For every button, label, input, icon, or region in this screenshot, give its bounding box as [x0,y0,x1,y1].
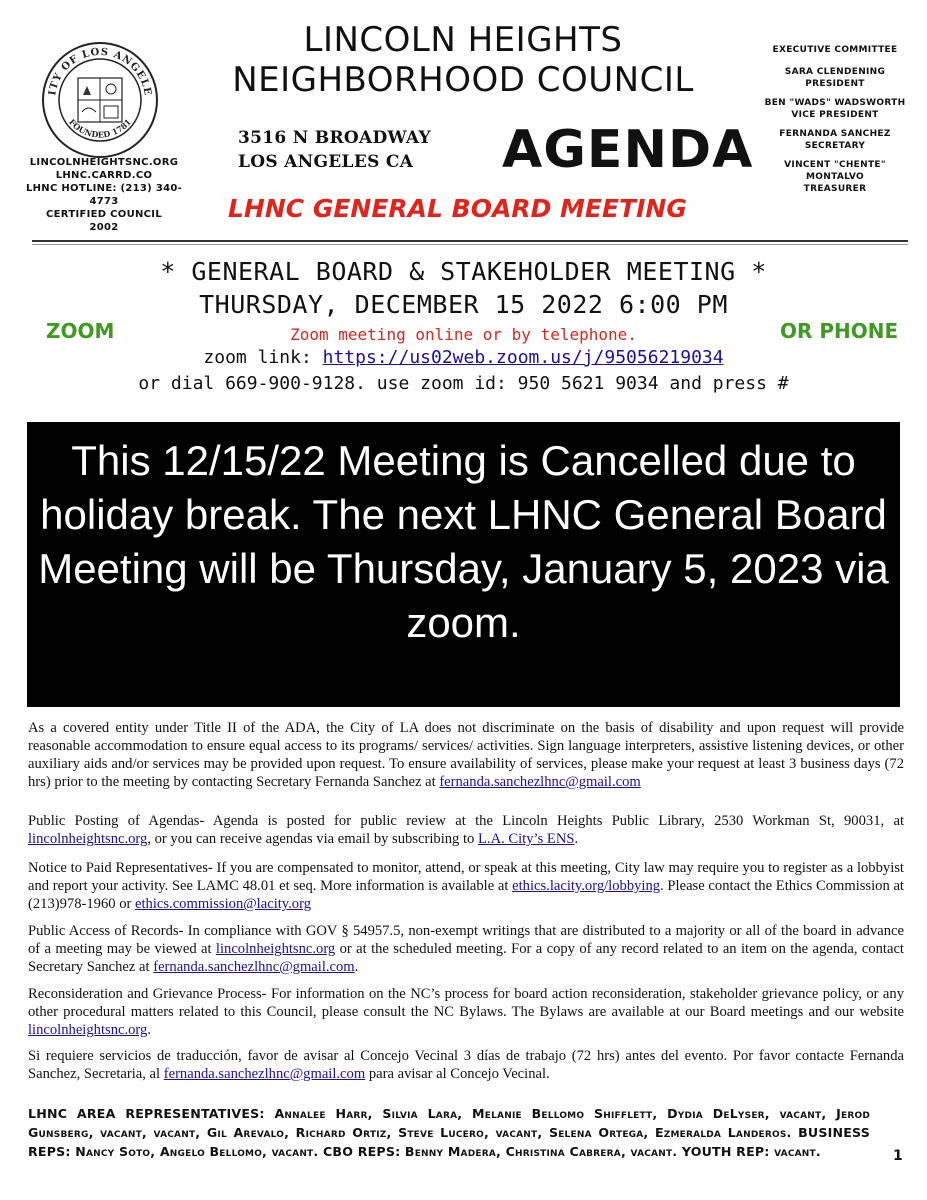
ethics-email-link[interactable]: ethics.commission@lacity.org [135,896,311,912]
area-representatives: LHNC AREA REPRESENTATIVES: Annalee Harr, Silvia Lara, Melanie Bellomo Shifflett, Dydia DeLyser, vacant, Jerod Gunsberg, vacant, vacant, Gil Arevalo, Richard Ortiz, Steve Lucero, vacant, Selena Ortega, Ezmeralda Landeros. BUSINESS REPS: Nancy Soto, Angelo Bellomo, vacant. CBO REPS: Benny Madera, Christina Cabrera, vacant. YOUTH REP: vacant. [28,1106,870,1159]
svg-text:CITY OF LOS ANGELES: ITY OF LOS ANGELE [47,46,153,97]
spanish-paragraph [28,1047,904,1083]
page-number: 1 [893,1148,903,1164]
grievance-text: Reconsideration and Grievance Process- For information on the NC’s process for board action reconsideration, stakeholder grievance policy, or any other procedural matters related to this Council, please consult the NC Bylaws. The Bylaws are available at our Board meetings and our website [28,986,904,1020]
secretary-email-link[interactable]: fernanda.sanchezlhnc@gmail.com [153,959,355,975]
exec-role: VICE PRESIDENT [791,110,879,120]
carrd-text: LHNC.CARRD.CO [55,170,153,181]
posting-text: , or you can receive agendas via email by subscribing to [147,831,478,847]
website-link[interactable]: lincolnheightsnc.org [28,831,148,847]
ada-text: As a covered entity under Title II of the ADA, the City of LA does not discriminate on the basis of disability and upon request will provide reasonable accommodation to ensure equal access to its programs/ services/ activities. Sign language interpreters, assistive listening devices, or other auxiliary aids and/or services may be provided upon request. To ensure availability of services, please make your request at least 3 business days (72 hrs) prior to the meeting by contacting Secretary Fernanda Sanchez at [28,720,904,790]
address-line-1: 3516 N BROADWAY [238,128,431,148]
exec-member [755,128,915,152]
header-divider [32,240,908,242]
exec-role: TREASURER [803,184,867,194]
paid-representatives-paragraph [28,859,904,913]
exec-name: SARA CLENDENING [784,67,886,77]
grievance-paragraph [28,985,904,1039]
secretary-email-link[interactable]: fernanda.sanchezlhnc@gmail.com [163,1066,366,1082]
title-line-1: LINCOLN HEIGHTS [303,20,623,60]
exec-name: BEN "WADS" WADSWORTH [764,98,906,108]
exec-member [755,97,915,121]
zoom-link-line [0,346,927,370]
city-seal [40,40,160,160]
ada-paragraph [28,719,904,791]
hotline-text: LHNC HOTLINE: (213) 340-4773 [25,183,183,207]
exec-name: VINCENT "CHENTE" MONTALVO [784,160,886,182]
exec-heading: EXECUTIVE COMMITTEE [772,45,898,55]
agenda-heading: AGENDA [502,120,754,180]
posting-text: Public Posting of Agendas- Agenda is posted for public review at the Lincoln Heights Public Library, 2530 Workman St, 90031, at [28,813,904,829]
cancellation-text: This 12/15/22 Meeting is Cancelled due to holiday break. The next LHNC General Board Meeting will be Thursday, January 5, 2023 via zoom. [38,437,889,646]
lobbying-link[interactable]: ethics.lacity.org/lobbying [512,878,661,894]
records-text: or at the scheduled meeting. For a copy of any record related to an item on the agenda, contact Secretary Sanchez at [28,941,904,975]
website-link[interactable]: lincolnheightsnc.org [28,1022,148,1038]
certified-text: CERTIFIED COUNCIL [46,209,162,220]
phone-label: OR PHONE [780,319,899,343]
paid-text: . Please contact the Ethics Commission at (213)978-1960 or [28,878,904,912]
exec-member [755,66,915,90]
meeting-datetime: THURSDAY, DECEMBER 15 2022 6:00 PM [199,290,728,319]
spanish-text: para avisar al Concejo Vecinal. [365,1066,550,1082]
address-line-2: LOS ANGELES CA [238,152,414,172]
dial-in-instructions: or dial 669-900-9128. use zoom id: 950 5621 9034 and press # [138,373,789,394]
header-divider-thin [32,244,908,245]
exec-member [755,159,915,195]
zoom-link-label: zoom link: [203,347,323,368]
zoom-note: Zoom meeting online or by telephone. [290,325,637,344]
website-text: LINCOLNHEIGHTSNC.ORG [29,157,179,168]
cancellation-banner [27,422,900,707]
spanish-text: Si requiere servicios de traducción, favor de avisar al Concejo Vecinal 3 días de trabajo (72 hrs) antes del evento. Por favor contacte Fernanda Sanchez, Secretaria, al [28,1048,904,1082]
council-title [188,20,738,100]
council-contact-info [20,156,188,234]
public-records-paragraph [28,922,904,976]
grievance-text: . [147,1022,151,1038]
exec-role: SECRETARY [804,141,866,151]
records-text: . [354,959,359,975]
meeting-title: * GENERAL BOARD & STAKEHOLDER MEETING * [160,257,767,286]
address [238,126,458,174]
exec-role: PRESIDENT [805,79,865,89]
posting-text: . [574,831,579,847]
meeting-type-heading: LHNC GENERAL BOARD MEETING [228,194,687,223]
title-line-2: NEIGHBORHOOD COUNCIL [232,60,694,100]
secretary-email-link[interactable]: fernanda.sanchezlhnc@gmail.com [439,774,641,790]
zoom-label: ZOOM [46,319,115,343]
svg-text:FOUNDED 1781: FOUNDED 1781 [66,116,134,140]
website-link[interactable]: lincolnheightsnc.org [215,941,336,957]
ens-link[interactable]: L.A. City’s ENS [478,831,575,847]
records-text: Public Access of Records- In compliance with GOV § 54957.5, non-exempt writings that are distributed to a majority or all of the board in advance of a meeting may be viewed at [28,923,904,957]
executive-committee [755,44,915,202]
paid-text: Notice to Paid Representatives- If you are compensated to monitor, attend, or speak at this meeting, City law may require you to register as a lobbyist and report your activity. See LAMC 48.01 et seq. More information is available at [28,860,904,894]
exec-name: FERNANDA SANCHEZ [779,129,891,139]
public-posting-paragraph [28,812,904,848]
zoom-link[interactable]: https://us02web.zoom.us/j/95056219034 [322,347,724,368]
certified-year: 2002 [89,222,119,233]
